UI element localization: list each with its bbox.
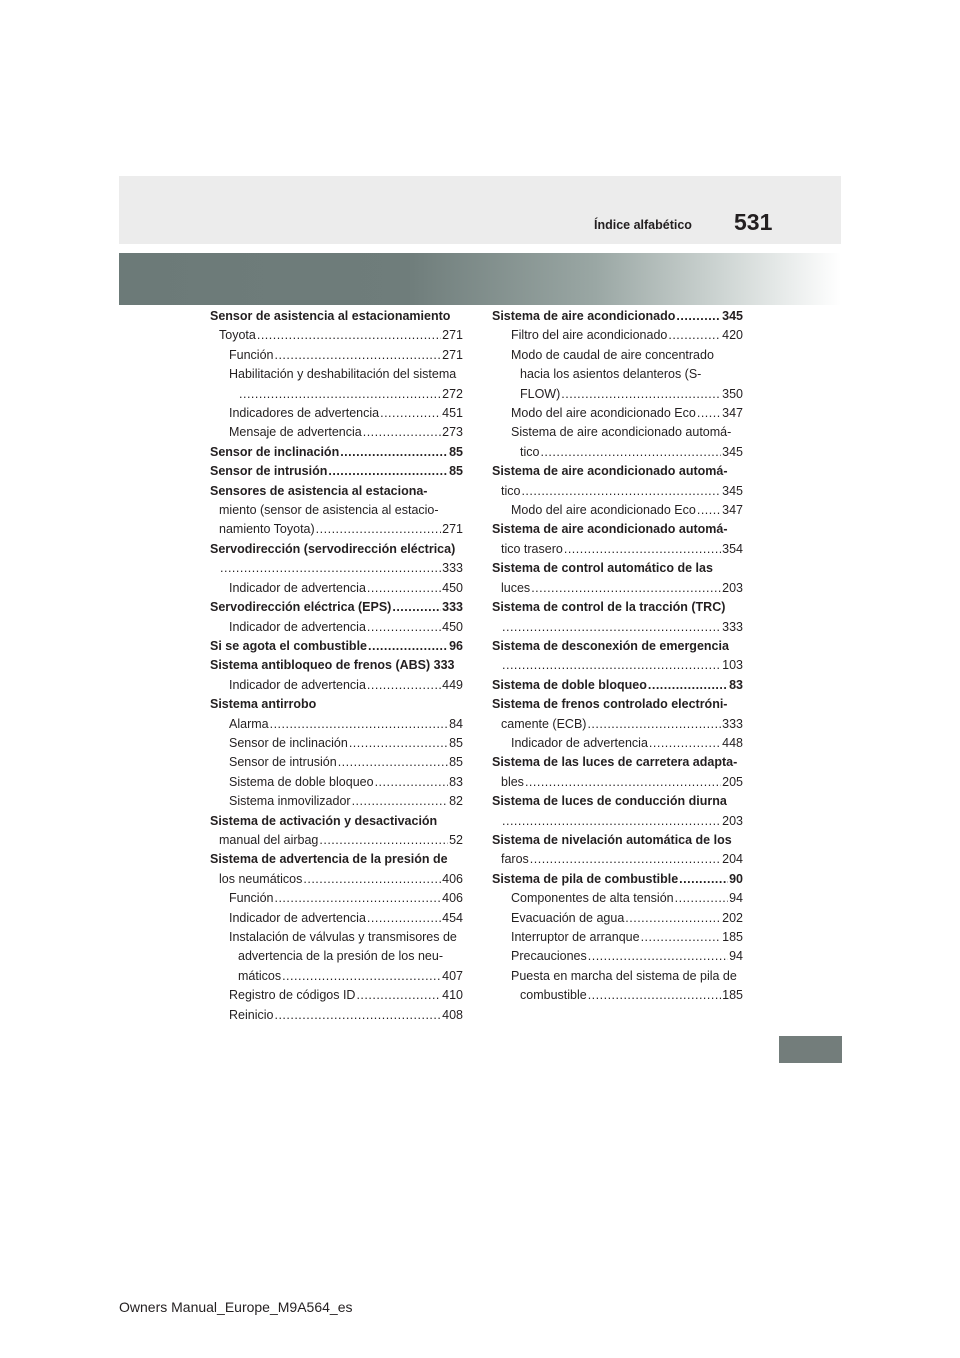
dot-leader (316, 520, 441, 539)
index-entry (210, 482, 463, 501)
index-entry (492, 462, 743, 481)
index-entry (492, 559, 743, 578)
index-entry-page: 185 (722, 930, 743, 944)
index-entry-page: 204 (722, 852, 743, 867)
index-entry (210, 986, 463, 1005)
index-entry-page: 271 (442, 347, 463, 362)
index-entry (210, 715, 463, 734)
index-entry-text: Registro de códigos ID (229, 988, 356, 1003)
index-entry-text: combustible (520, 988, 587, 1003)
index-entry-page: 333 (722, 716, 743, 731)
index-entry (210, 889, 463, 908)
dot-leader (676, 307, 721, 326)
index-entry-text: Sensor de intrusión (229, 755, 337, 770)
index-entry-text: Interruptor de arranque (511, 930, 640, 944)
index-entry-page: 272 (442, 386, 463, 401)
dot-leader (531, 579, 721, 598)
dot-leader (587, 715, 721, 734)
index-entry (492, 404, 743, 423)
index-entry-text: Sensor de asistencia al estacionamiento (210, 309, 451, 323)
index-entry (210, 676, 463, 695)
index-entry-text: advertencia de la presión de los neu- (238, 949, 443, 964)
index-entry-text: Modo del aire acondicionado Eco (511, 503, 696, 518)
index-entry (210, 579, 463, 598)
dot-leader (367, 618, 441, 637)
index-entry-text: Indicador de advertencia (229, 910, 366, 925)
index-entry-page: 84 (449, 716, 463, 731)
index-entry-text: Precauciones (511, 949, 587, 964)
dot-leader (239, 385, 441, 404)
index-entry (492, 986, 743, 1005)
index-entry (210, 423, 463, 442)
section-title: Índice alfabético (594, 218, 692, 232)
index-entry (210, 831, 463, 850)
index-entry (492, 618, 743, 637)
index-column-left (210, 307, 463, 1025)
index-entry (210, 870, 463, 889)
index-entry-text: Sistema de frenos controlado electróni- (492, 697, 728, 712)
dot-leader (675, 889, 728, 908)
index-entry-text: hacia los asientos delanteros (S- (520, 367, 702, 382)
index-entry (210, 385, 463, 404)
index-entry (492, 656, 743, 675)
index-entry-text: Sensor de inclinación (210, 444, 340, 459)
index-entry-page: 333 (442, 600, 463, 615)
index-entry-text: Alarma (229, 716, 269, 731)
index-entry (492, 889, 743, 908)
index-entry (210, 792, 463, 811)
index-entry-text: luces (501, 580, 531, 595)
index-entry-text: Sistema de doble bloqueo (229, 774, 374, 789)
index-entry-page: 205 (722, 774, 743, 789)
index-entry-page: 94 (729, 891, 743, 906)
index-entry-text: Evacuación de agua (511, 910, 625, 925)
index-entry-page: 85 (449, 755, 463, 770)
index-entry-page: 354 (722, 541, 743, 556)
index-entry-text: Sistema de nivelación automática de los (492, 832, 732, 847)
index-entry-page: 85 (449, 735, 463, 750)
dot-leader (540, 443, 721, 462)
index-entry (210, 501, 463, 520)
dot-leader (588, 947, 728, 966)
index-entry-text: Sistema antibloqueo de frenos (ABS) 333 (210, 658, 455, 673)
index-entry (210, 443, 463, 462)
index-entry-text: Sistema de doble bloqueo (492, 677, 647, 692)
index-entry-page: 271 (442, 328, 463, 343)
index-entry (492, 385, 743, 404)
dot-leader (588, 986, 721, 1005)
index-entry (492, 540, 743, 559)
dot-leader (274, 1006, 441, 1025)
index-entry (210, 734, 463, 753)
dot-leader (319, 831, 448, 850)
index-entry (210, 326, 463, 345)
index-entry-page: 333 (442, 561, 463, 576)
index-column-right (492, 307, 743, 1006)
index-entry (492, 947, 743, 966)
index-entry-text: Indicador de advertencia (229, 619, 366, 634)
index-entry (210, 346, 463, 365)
index-entry-page: 406 (442, 871, 463, 886)
index-entry-text: tico (501, 483, 521, 498)
index-entry-text: Sistema de aire acondicionado automá- (492, 522, 728, 537)
index-entry (492, 850, 743, 869)
index-entry (492, 637, 743, 656)
dot-leader (270, 715, 449, 734)
index-entry-text: miento (sensor de asistencia al estacio- (219, 503, 439, 518)
index-entry (492, 307, 743, 326)
index-entry-text: manual del airbag (219, 832, 319, 847)
index-entry-page: 52 (449, 832, 463, 847)
index-entry-text: Filtro del aire acondicionado (511, 328, 668, 343)
index-entry-page: 273 (442, 425, 463, 440)
index-entry (210, 365, 463, 384)
dot-leader (274, 889, 441, 908)
index-entry (492, 909, 743, 928)
dot-leader (697, 404, 721, 423)
index-entry-text: Sensores de asistencia al estaciona- (210, 483, 428, 498)
dot-leader (564, 540, 721, 559)
index-entry (210, 462, 463, 481)
index-entry-text: Sensor de inclinación (229, 735, 348, 750)
index-entry (492, 326, 743, 345)
index-entry-text: Sistema de activación y desactivación (210, 813, 438, 828)
index-entry-page: 454 (442, 910, 463, 925)
dot-leader (392, 598, 441, 617)
index-entry (210, 909, 463, 928)
dot-leader (352, 792, 449, 811)
dot-leader (363, 423, 441, 442)
index-entry-page: 333 (722, 619, 743, 634)
chapter-tab-marker (779, 1036, 842, 1063)
index-entry-text: Instalación de válvulas y transmisores de (229, 930, 457, 944)
footer-text: Owners Manual_Europe_M9A564_es (119, 1299, 353, 1315)
index-entry (210, 559, 463, 578)
index-entry-text: Sistema de desconexión de emergencia (492, 638, 729, 653)
index-entry-page: 271 (442, 522, 463, 537)
index-entry (210, 812, 463, 831)
dot-leader (303, 870, 441, 889)
index-entry (492, 346, 743, 365)
index-entry-text: Modo del aire acondicionado Eco (511, 406, 696, 421)
dot-leader (648, 676, 728, 695)
index-entry (492, 870, 743, 889)
dot-leader (502, 812, 721, 831)
index-entry (210, 598, 463, 617)
index-entry-text: Sistema de control de la tracción (TRC) (492, 600, 726, 615)
dot-leader (349, 734, 448, 753)
index-entry-text: Puesta en marcha del sistema de pila de (511, 968, 737, 983)
index-entry-page: 202 (722, 910, 743, 925)
dot-leader (679, 870, 728, 889)
index-entry (210, 773, 463, 792)
index-entry (492, 365, 743, 384)
index-entry-text: Sistema de control automático de las (492, 561, 713, 576)
index-entry-page: 449 (442, 677, 463, 692)
index-entry (210, 1006, 463, 1025)
index-entry-text: Si se agota el combustible (210, 638, 367, 653)
index-entry-text: Sistema inmovilizador (229, 794, 351, 809)
index-entry (492, 792, 743, 811)
index-entry-text: Sistema de advertencia de la presión de (210, 852, 448, 867)
dot-leader (380, 404, 441, 423)
dot-leader (368, 637, 448, 656)
index-entry-text: tico (520, 444, 540, 459)
index-entry-text: Indicadores de advertencia (229, 406, 380, 421)
index-entry-page: 450 (442, 580, 463, 595)
index-entry (492, 831, 743, 850)
index-entry-text: camente (ECB) (501, 716, 587, 731)
index-entry-page: 350 (722, 386, 743, 401)
dot-leader (641, 928, 722, 947)
index-entry (492, 967, 743, 986)
index-entry-page: 410 (442, 988, 463, 1003)
index-entry-page: 94 (729, 949, 743, 964)
index-entry-text: máticos (238, 968, 282, 983)
index-entry (210, 656, 463, 675)
index-entry (492, 598, 743, 617)
index-entry-page: 345 (722, 444, 743, 459)
index-entry-page: 345 (722, 309, 743, 323)
dot-leader (649, 734, 721, 753)
index-entry-page: 103 (722, 658, 743, 673)
index-entry-text: bles (501, 774, 524, 789)
index-entry (492, 482, 743, 501)
index-entry-page: 420 (722, 328, 743, 343)
index-entry-text: Función (229, 891, 274, 906)
index-entry-text: tico trasero (501, 541, 563, 556)
index-entry-text: Mensaje de advertencia (229, 425, 362, 440)
index-entry-text: Reinicio (229, 1007, 274, 1022)
index-entry (210, 928, 463, 947)
index-entry-text: faros (501, 852, 529, 867)
index-entry-text: Sistema antirrobo (210, 697, 317, 712)
dot-leader (282, 967, 441, 986)
index-entry-page: 203 (722, 580, 743, 595)
index-entry-page: 451 (442, 406, 463, 421)
index-entry-page: 448 (722, 735, 743, 750)
dot-leader (220, 559, 441, 578)
index-entry-text: Sistema de las luces de carretera adapta- (492, 755, 738, 770)
index-entry (210, 520, 463, 539)
index-entry (492, 695, 743, 714)
index-entry-text: Sensor de intrusión (210, 464, 328, 479)
index-entry-text: Función (229, 347, 274, 362)
index-entry (492, 715, 743, 734)
index-entry (210, 947, 463, 966)
index-entry-page: 347 (722, 503, 743, 518)
index-entry-text: namiento Toyota) (219, 522, 315, 537)
dot-leader (625, 909, 721, 928)
header-gradient-bar (119, 253, 841, 305)
index-entry-page: 408 (442, 1007, 463, 1022)
index-entry (210, 850, 463, 869)
index-entry (492, 753, 743, 772)
dot-leader (356, 986, 441, 1005)
page-number: 531 (734, 209, 773, 235)
dot-leader (274, 346, 441, 365)
index-entry-page: 85 (449, 444, 463, 459)
dot-leader (521, 482, 721, 501)
dot-leader (367, 909, 441, 928)
index-entry-text: Habilitación y deshabilitación del sistema (229, 367, 457, 382)
index-entry-text: Indicador de advertencia (229, 580, 366, 595)
index-entry-page: 345 (722, 483, 743, 498)
index-entry (492, 443, 743, 462)
index-entry (492, 520, 743, 539)
index-entry-page: 450 (442, 619, 463, 634)
index-entry-text: Servodirección eléctrica (EPS) (210, 600, 392, 615)
index-entry-page: 185 (722, 988, 743, 1003)
index-entry-text: Modo de caudal de aire concentrado (511, 347, 714, 362)
index-entry-text: Sistema de pila de combustible (492, 871, 679, 886)
dot-leader (668, 326, 721, 345)
index-entry-text: Toyota (219, 328, 256, 343)
index-entry-page: 96 (449, 638, 463, 653)
index-entry (492, 734, 743, 753)
index-entry-text: Servodirección (servodirección eléctrica) (210, 541, 456, 556)
header-band (119, 176, 841, 244)
index-entry-page: 83 (449, 774, 463, 789)
index-entry (210, 540, 463, 559)
dot-leader (561, 385, 721, 404)
index-entry-page: 85 (449, 464, 463, 479)
index-entry-page: 347 (722, 406, 743, 421)
index-entry (492, 773, 743, 792)
index-entry (492, 812, 743, 831)
index-entry (210, 618, 463, 637)
index-entry (492, 501, 743, 520)
index-entry (210, 753, 463, 772)
index-entry-text: Indicador de advertencia (229, 677, 366, 692)
dot-leader (502, 656, 721, 675)
index-entry (210, 967, 463, 986)
index-entry (492, 928, 743, 947)
dot-leader (367, 579, 441, 598)
index-entry-page: 406 (442, 891, 463, 906)
index-entry (210, 307, 463, 326)
dot-leader (257, 326, 441, 345)
index-entry (492, 676, 743, 695)
index-entry-text: Sistema de aire acondicionado (492, 309, 676, 323)
dot-leader (530, 850, 721, 869)
dot-leader (367, 676, 441, 695)
index-entry-text: los neumáticos (219, 871, 303, 886)
index-entry-page: 83 (729, 677, 743, 692)
index-entry-page: 82 (449, 794, 463, 809)
index-entry-text: FLOW) (520, 386, 561, 401)
index-entry (210, 404, 463, 423)
dot-leader (502, 618, 721, 637)
index-entry-text: Sistema de aire acondicionado automá- (492, 464, 728, 479)
dot-leader (338, 753, 448, 772)
index-entry (210, 637, 463, 656)
index-entry-text: Sistema de luces de conducción diurna (492, 794, 727, 809)
index-entry-page: 90 (729, 871, 743, 886)
index-entry (492, 579, 743, 598)
dot-leader (328, 462, 448, 481)
dot-leader (525, 773, 721, 792)
dot-leader (697, 501, 721, 520)
index-entry-page: 407 (442, 968, 463, 983)
index-entry (492, 423, 743, 442)
dot-leader (375, 773, 449, 792)
dot-leader (340, 443, 448, 462)
index-entry-text: Indicador de advertencia (511, 735, 648, 750)
index-entry-text: Componentes de alta tensión (511, 891, 674, 906)
index-entry-text: Sistema de aire acondicionado automá- (511, 425, 732, 440)
index-entry-page: 203 (722, 813, 743, 828)
index-entry (210, 695, 463, 714)
